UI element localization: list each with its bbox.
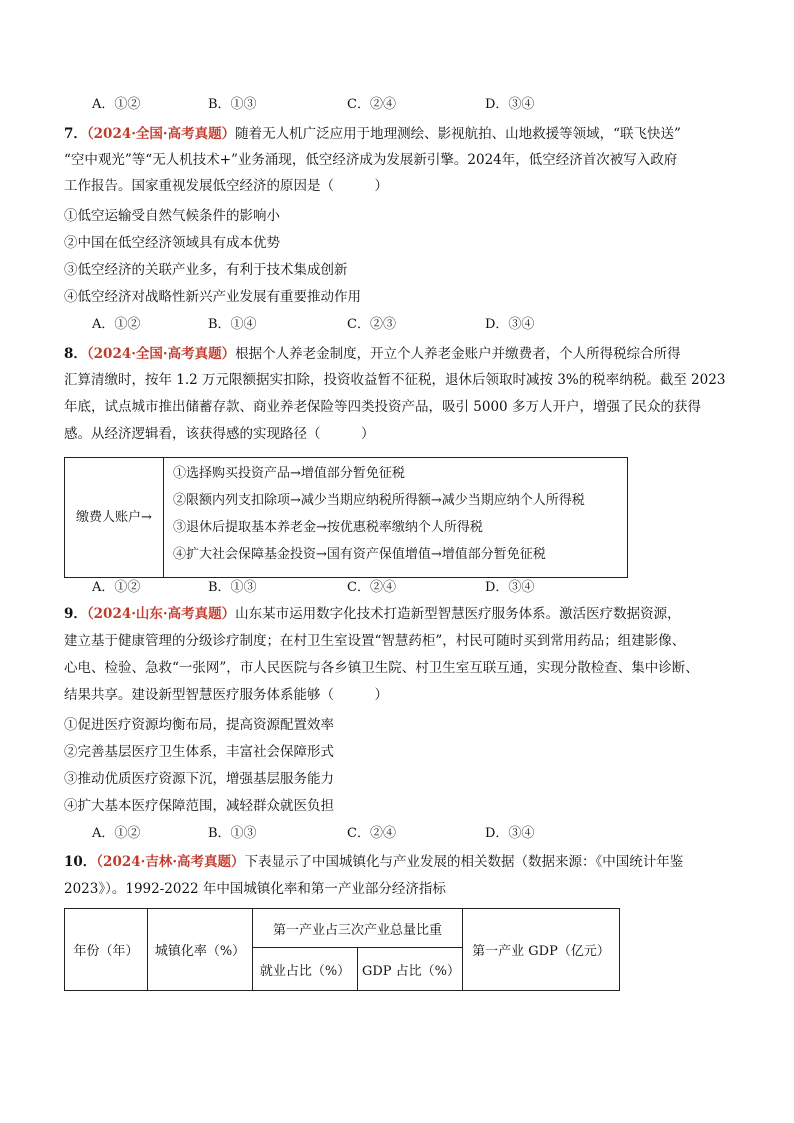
q8-box-item-4: ④扩大社会保障基金投资→国有资产保值增值→增值部分暂免征税: [173, 547, 546, 562]
q8-options: [92, 579, 552, 597]
q10-data-table: [64, 908, 620, 991]
q10-text-1: 下表显示了中国城镇化与产业发展的相关数据（数据来源：《中国统计年鉴: [244, 854, 684, 870]
table-header-primary-gdp: 第一产业 GDP（亿元）: [463, 909, 620, 991]
q9-stem-line-1: [64, 605, 730, 623]
q10-stem-line-1: [64, 853, 730, 871]
q6-option-c[interactable]: C．②④: [347, 97, 396, 112]
q9-statement-3: ③推动优质医疗资源下沉，增强基层服务能力: [64, 771, 334, 787]
q6-options: [92, 96, 552, 114]
table-header-gdp-share: GDP 占比（%）: [358, 948, 463, 991]
q7-statement-2: ②中国在低空经济领域具有成本优势: [64, 235, 280, 251]
q9-stem-line-2: 建立基于健康管理的分级诊疗制度；在村卫生室设置“智慧药柜”，村民可随时买到常用药品；组建影像、: [64, 633, 686, 649]
q9-text-1: 山东某市运用数字化技术打造新型智慧医疗服务体系。激活医疗数据资源，: [235, 606, 681, 622]
q9-option-c[interactable]: C．②④: [347, 826, 396, 841]
q7-text-1: 随着无人机广泛应用于地理测绘、影视航拍、山地救援等领域，“联飞快送”: [235, 126, 681, 142]
q8-box-label: 缴费人账户→: [65, 458, 164, 577]
q8-stem-line-3: 年底，试点城市推出储蓄存款、商业养老保险等四类投资产品，吸引 5000 多万人开户，增强了民众的获得: [64, 399, 701, 415]
q7-option-b[interactable]: B．①④: [208, 317, 257, 332]
q6-option-a[interactable]: A．①②: [92, 97, 141, 112]
q6-option-b[interactable]: B．①③: [208, 97, 257, 112]
q9-number: 9．: [64, 606, 87, 622]
q8-source: （2024·全国·高考真题）: [86, 346, 236, 362]
table-header-urban-rate: 城镇化率（%）: [148, 909, 253, 991]
q7-statement-4: ④低空经济对战略性新兴产业发展有重要推动作用: [64, 289, 361, 305]
q10-stem-line-2: 2023》）。1992-2022 年中国城镇化率和第一产业部分经济指标: [64, 881, 446, 897]
q8-box-item-3: ③退休后提取基本养老金→按优惠税率缴纳个人所得税: [173, 520, 483, 535]
table-header-year: 年份（年）: [65, 909, 148, 991]
q10-source: （2024·吉林·高考真题）: [96, 854, 245, 870]
q7-options: [92, 316, 552, 334]
q7-number: 7．: [64, 126, 87, 142]
q7-stem-line-1: [64, 125, 730, 143]
q8-number: 8．: [64, 346, 87, 362]
q7-statement-3: ③低空经济的关联产业多，有利于技术集成创新: [64, 262, 348, 278]
q7-stem-line-3: 工作报告。国家重视发展低空经济的原因是（ ）: [64, 178, 388, 194]
table-header-employment-share: 就业占比（%）: [253, 948, 358, 991]
q8-stem-line-2: 汇算清缴时，按年 1.2 万元限额据实扣除，投资收益暂不征税，退休后领取时减按 3%的税率纳税。截至 2023: [64, 372, 726, 388]
q8-option-b[interactable]: B．①③: [208, 580, 257, 595]
q7-source: （2024·全国·高考真题）: [86, 126, 236, 142]
q9-statement-1: ①促进医疗资源均衡布局，提高资源配置效率: [64, 717, 334, 733]
q9-option-b[interactable]: B．①③: [208, 826, 257, 841]
q6-option-d[interactable]: D．③④: [485, 97, 535, 112]
q7-statement-1: ①低空运输受自然气候条件的影响小: [64, 208, 280, 224]
q9-stem-line-4: 结果共享。建设新型智慧医疗服务体系能够（ ）: [64, 687, 388, 703]
q8-text-1: 根据个人养老金制度，开立个人养老金账户并缴费者，个人所得税综合所得: [235, 346, 681, 362]
q7-option-c[interactable]: C．②③: [347, 317, 396, 332]
q9-option-d[interactable]: D．③④: [485, 826, 535, 841]
q8-stem-line-1: [64, 345, 730, 363]
q7-stem-line-2: “空中观光”等“无人机技术+”业务涌现，低空经济成为发展新引擎。2024年，低空经济首次被写入政府: [64, 152, 678, 168]
q8-box-item-1: ①选择购买投资产品→增值部分暂免征税: [173, 466, 405, 481]
q8-box-item-2: ②限额内列支扣除项→减少当期应纳税所得额→减少当期应纳个人所得税: [173, 493, 585, 508]
q7-option-a[interactable]: A．①②: [92, 317, 141, 332]
q8-option-c[interactable]: C．②④: [347, 580, 396, 595]
q9-source: （2024·山东·高考真题）: [86, 606, 236, 622]
q7-option-d[interactable]: D．③④: [485, 317, 535, 332]
q9-option-a[interactable]: A．①②: [92, 826, 141, 841]
q9-statement-4: ④扩大基本医疗保障范围，减轻群众就医负担: [64, 798, 334, 814]
table-header-primary-share: 第一产业占三次产业总量比重: [253, 909, 463, 948]
q8-diagram-box: [64, 457, 628, 578]
q8-stem-line-4: 感。从经济逻辑看，该获得感的实现路径（ ）: [64, 426, 375, 442]
q9-stem-line-3: 心电、检验、急救“一张网”，市人民医院与各乡镇卫生院、村卫生室互联互通，实现分散检查、集中诊断、: [64, 660, 699, 676]
q8-option-d[interactable]: D．③④: [485, 580, 535, 595]
q10-number: 10．: [64, 854, 97, 870]
q8-option-a[interactable]: A．①②: [92, 580, 141, 595]
q9-options: [92, 825, 552, 843]
q9-statement-2: ②完善基层医疗卫生体系，丰富社会保障形式: [64, 744, 334, 760]
